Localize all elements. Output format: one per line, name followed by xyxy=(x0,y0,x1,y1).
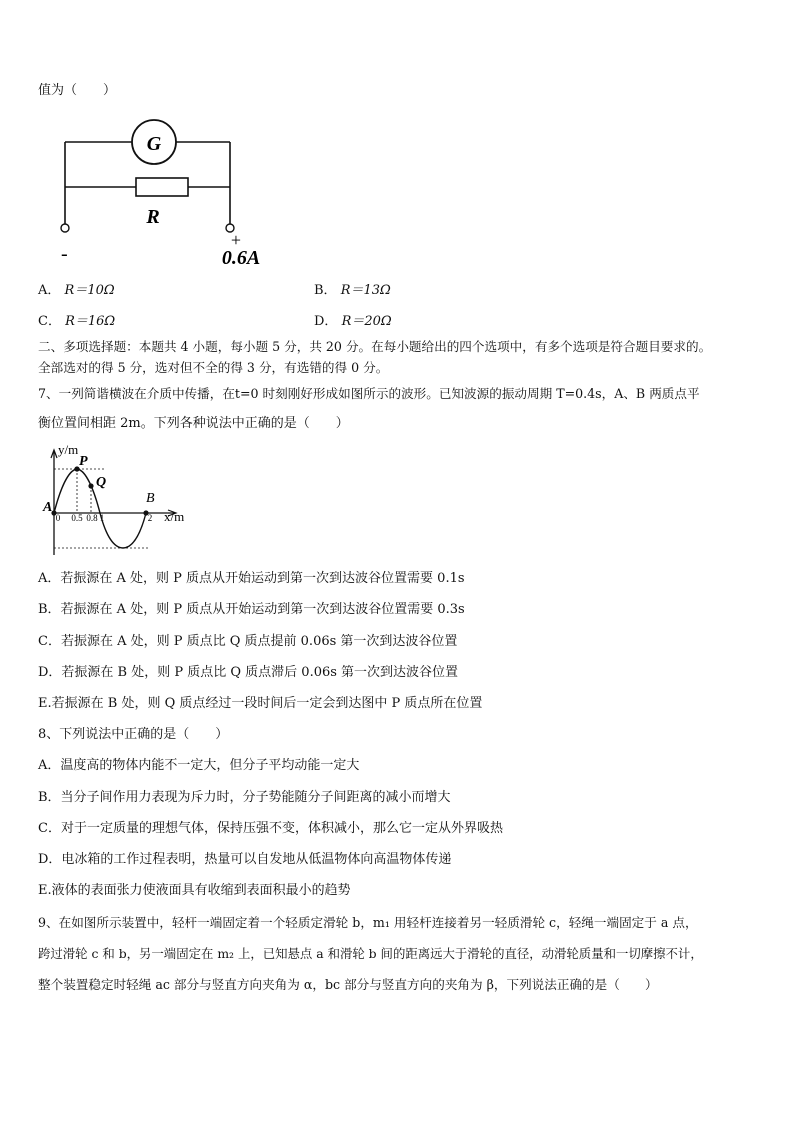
tick-0-8: 0.8 xyxy=(86,513,98,523)
option-letter: B． xyxy=(314,283,337,298)
y-axis-label: y/m xyxy=(58,442,79,457)
tick-0-5: 0.5 xyxy=(71,513,83,523)
option-value: R＝10Ω xyxy=(64,283,115,298)
q8-option-c: C．对于一定质量的理想气体，保持压强不变，体积减小，那么它一定从外界吸热 xyxy=(38,821,503,836)
plus-sign: + xyxy=(230,230,242,250)
q6-option-c xyxy=(38,313,115,331)
circuit-diagram xyxy=(50,112,280,272)
label-a: A xyxy=(43,500,53,515)
terminal-value: 0.6A xyxy=(221,247,261,269)
q8-option-b: B．当分子间作用力表现为斥力时，分子势能随分子间距离的减小而增大 xyxy=(38,790,451,805)
option-letter: C． xyxy=(38,314,61,329)
question-6-stem-tail: 值为（ ） xyxy=(38,83,117,98)
section-2-line-1: 二、多项选择题：本题共 4 小题，每小题 5 分，共 20 分。在每小题给出的四个选项中，有多个选项是符合题目要求的。 xyxy=(38,339,712,354)
q6-option-b xyxy=(314,282,391,300)
tick-2: 2 xyxy=(147,513,153,523)
label-p: P xyxy=(79,454,88,469)
x-axis-label: x/m xyxy=(164,509,185,524)
question-9-line-2: 跨过滑轮 c 和 b，另一端固定在 m₂ 上，已知悬点 a 和滑轮 b 间的距离远大于滑轮的直径，动滑轮质量和一切摩擦不计， xyxy=(38,946,703,961)
question-9-line-3: 整个装置稳定时轻绳 ac 部分与竖直方向夹角为 α，bc 部分与竖直方向的夹角为 β，下列说法正确的是（ ） xyxy=(38,977,658,992)
q7-option-a: A．若振源在 A 处，则 P 质点从开始运动到第一次到达波谷位置需要 0.1s xyxy=(38,571,465,586)
q7-option-e: E.若振源在 B 处，则 Q 质点经过一段时间后一定会到达图中 P 质点所在位置 xyxy=(38,696,483,711)
option-letter: D． xyxy=(314,314,338,329)
tick-1: 1 xyxy=(99,513,105,523)
q8-option-d: D．电冰箱的工作过程表明，热量可以自发地从低温物体向高温物体传递 xyxy=(38,852,452,867)
option-value: R＝13Ω xyxy=(340,283,391,298)
q7-option-c: C．若振源在 A 处，则 P 质点比 Q 质点提前 0.06s 第一次到达波谷位置 xyxy=(38,634,458,649)
wave-graph xyxy=(40,440,200,560)
q7-option-d: D．若振源在 B 处，则 P 质点比 Q 质点滞后 0.06s 第一次到达波谷位置 xyxy=(38,665,459,680)
option-letter: A． xyxy=(38,283,61,298)
q7-option-b: B．若振源在 A 处，则 P 质点从开始运动到第一次到达波谷位置需要 0.3s xyxy=(38,602,465,617)
point-q xyxy=(88,483,93,488)
option-value: R＝20Ω xyxy=(341,314,392,329)
resistor-symbol xyxy=(136,178,188,196)
option-value: R＝16Ω xyxy=(65,314,116,329)
resistor-label: R xyxy=(146,206,160,228)
section-2-line-2: 全部选对的得 5 分，选对但不全的得 3 分，有选错的得 0 分。 xyxy=(38,360,389,375)
tick-0: 0 xyxy=(55,513,61,523)
q6-option-a xyxy=(38,282,115,300)
galvanometer-label: G xyxy=(146,133,162,155)
minus-sign: - xyxy=(61,243,68,265)
terminal-minus xyxy=(61,224,69,232)
question-7-stem-1: 7、一列简谐横波在介质中传播，在t=0 时刻刚好形成如图所示的波形。已知波源的振动周期 T=0.4s，A、B 两质点平 xyxy=(38,386,700,401)
label-b: B xyxy=(146,491,155,506)
question-8-stem: 8、下列说法中正确的是（ ） xyxy=(38,727,229,742)
q6-option-d xyxy=(314,313,392,331)
question-7-stem-2: 衡位置间相距 2m。下列各种说法中正确的是（ ） xyxy=(38,416,349,431)
label-q: Q xyxy=(96,475,107,490)
q8-option-e: E.液体的表面张力使液面具有收缩到表面积最小的趋势 xyxy=(38,883,351,898)
question-9-line-1: 9、在如图所示装置中，轻杆一端固定着一个轻质定滑轮 b，m₁ 用轻杆连接着另一轻质滑轮 c，轻绳一端固定于 a 点， xyxy=(38,915,698,930)
q8-option-a: A．温度高的物体内能不一定大，但分子平均动能一定大 xyxy=(38,758,360,773)
